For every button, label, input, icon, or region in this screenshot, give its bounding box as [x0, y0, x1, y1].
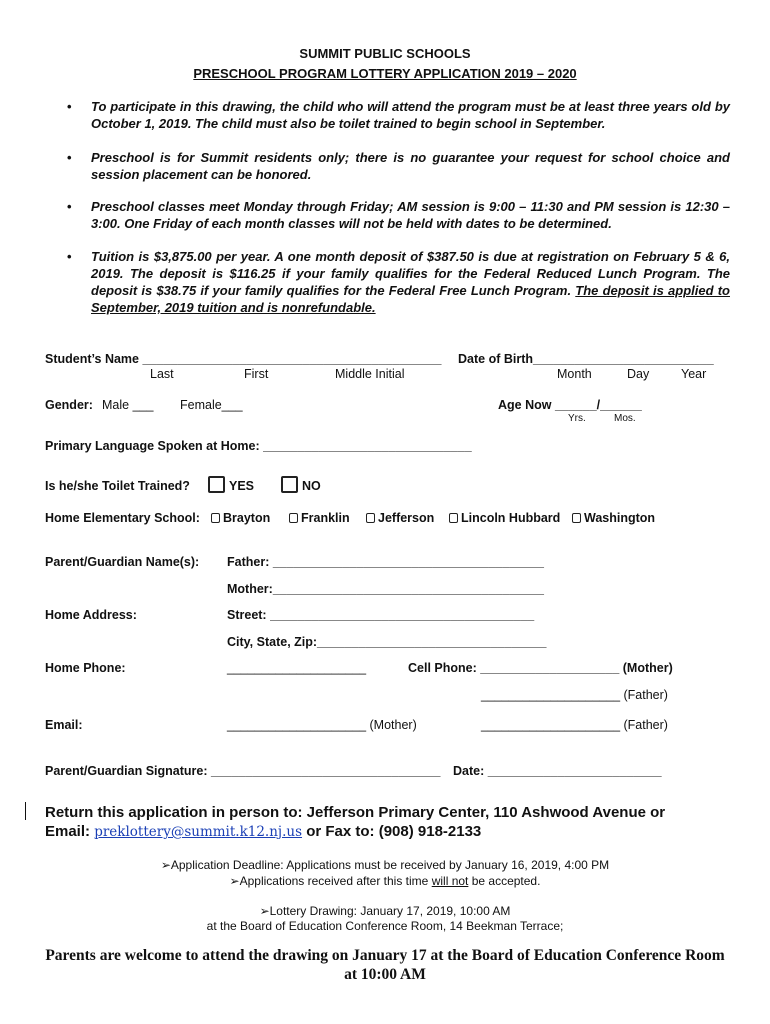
application-deadline: ➢Application Deadline: Applications must be received by January 16, 2019, 4:00 PM: [160, 858, 610, 872]
age-months-label: Mos.: [614, 413, 636, 424]
washington-checkbox[interactable]: [572, 513, 581, 523]
toilet-yes-option[interactable]: [208, 476, 254, 493]
home-phone-label: Home Phone:: [45, 661, 126, 675]
name-middle-initial-label: Middle Initial: [335, 367, 405, 381]
yes-checkbox[interactable]: [208, 476, 225, 493]
email-label: Email:: [45, 718, 83, 732]
return-instructions: Return this application in person to: Jefferson Primary Center, 110 Ashwood Avenue or: [45, 804, 666, 821]
mother-name-field[interactable]: Mother:_______________________________________: [227, 582, 544, 596]
signature-date-field[interactable]: Date: _________________________: [453, 764, 662, 778]
tuition-underlined: The deposit is applied to September, 2019 tuition and is nonrefundable.: [91, 283, 730, 315]
lottery-location: at the Board of Education Conference Room, 14 Beekman Terrace;: [206, 919, 564, 933]
email-father-field[interactable]: ____________________ (Father): [481, 718, 668, 732]
footer-time: at 10:00 AM: [344, 966, 426, 983]
fax-number: or Fax to: (908) 918-2133: [302, 823, 482, 840]
school-option-washington[interactable]: Washington: [572, 511, 655, 525]
home-school-label: Home Elementary School:: [45, 511, 200, 525]
no-label: NO: [302, 479, 321, 493]
cell-phone-mother-field[interactable]: Cell Phone: ____________________ (Mother): [408, 661, 673, 675]
street-field[interactable]: Street: ______________________________________: [227, 608, 535, 622]
name-last-label: Last: [150, 367, 174, 381]
home-address-label: Home Address:: [45, 608, 137, 622]
toilet-trained-label: Is he/she Toilet Trained?: [45, 479, 190, 493]
gender-female-field[interactable]: Female___: [180, 398, 243, 412]
text-cursor: [25, 802, 26, 820]
name-first-label: First: [244, 367, 269, 381]
school-option-jefferson[interactable]: Jefferson: [366, 511, 434, 525]
parent-guardian-label: Parent/Guardian Name(s):: [45, 555, 200, 569]
dob-day-label: Day: [627, 367, 650, 381]
school-option-lincoln-hubbard[interactable]: Lincoln Hubbard: [449, 511, 560, 525]
toilet-no-option[interactable]: [281, 476, 321, 493]
date-of-birth-field[interactable]: Date of Birth__________________________: [458, 352, 714, 366]
school-option-franklin[interactable]: Franklin: [289, 511, 350, 525]
primary-language-field[interactable]: Primary Language Spoken at Home: ______________________________: [45, 439, 472, 453]
franklin-checkbox[interactable]: [289, 513, 298, 523]
cell-phone-father-field[interactable]: ____________________ (Father): [481, 688, 668, 702]
email-link[interactable]: preklottery@summit.k12.nj.us: [94, 824, 303, 840]
bullet-schedule: • Preschool classes meet Monday through Friday; AM session is 9:00 – 11:30 and PM session is 12:30 – 3:00. One Friday of each month classes will not be held with dates to be determined.: [64, 198, 730, 232]
city-state-zip-field[interactable]: City, State, Zip:_________________________________: [227, 635, 547, 649]
instructions-list: [64, 98, 730, 316]
jefferson-checkbox[interactable]: [366, 513, 375, 523]
return-contact: Email: preklottery@summit.k12.nj.us or Fax to: (908) 918-2133: [45, 823, 482, 840]
school-option-brayton[interactable]: Brayton: [211, 511, 270, 525]
no-checkbox[interactable]: [281, 476, 298, 493]
age-years-label: Yrs.: [568, 413, 586, 424]
brayton-checkbox[interactable]: [211, 513, 220, 523]
bullet-tuition: [64, 248, 730, 316]
tuition-text: Tuition is $3,875.00 per year. A one month deposit of $387.50 is due at registration on February 5 & 6, 2019. The deposit is $116.25 if your family qualifies for the Federal Reduced Lunch Program. The deposit is $38.75 if your family qualifies for the Federal Free Lunch Program.: [91, 249, 730, 298]
footer-invitation: Parents are welcome to attend the drawing on January 17 at the Board of Education Conference Room: [45, 947, 725, 964]
form-title: PRESCHOOL PROGRAM LOTTERY APPLICATION 2019 – 2020: [193, 66, 577, 81]
email-mother-field[interactable]: ____________________ (Mother): [227, 718, 417, 732]
yes-label: YES: [229, 479, 255, 493]
dob-month-label: Month: [557, 367, 592, 381]
late-notice: ➢Applications received after this time will not be accepted.: [229, 874, 541, 888]
age-now-field[interactable]: Age Now ______/______: [498, 398, 642, 412]
lincoln-hubbard-checkbox[interactable]: [449, 513, 458, 523]
bullet-residency: • Preschool is for Summit residents only; there is no guarantee your request for school choice and session placement can be honored.: [64, 149, 730, 183]
dob-year-label: Year: [681, 367, 707, 381]
gender-label: Gender:: [45, 398, 93, 412]
signature-field[interactable]: Parent/Guardian Signature: _________________________________: [45, 764, 441, 778]
lottery-drawing-date: ➢Lottery Drawing: January 17, 2019, 10:00 AM: [259, 904, 511, 918]
bullet-age-requirement: • To participate in this drawing, the child who will attend the program must be at least three years old by October 1, 2019. The child must also be toilet trained to begin school in September.: [64, 98, 730, 132]
school-name: SUMMIT PUBLIC SCHOOLS: [299, 46, 471, 61]
home-phone-field[interactable]: ____________________: [227, 661, 367, 675]
student-name-field[interactable]: Student’s Name ___________________________________________: [45, 352, 442, 366]
father-name-field[interactable]: Father: _______________________________________: [227, 555, 544, 569]
gender-male-field[interactable]: Male ___: [102, 398, 154, 412]
